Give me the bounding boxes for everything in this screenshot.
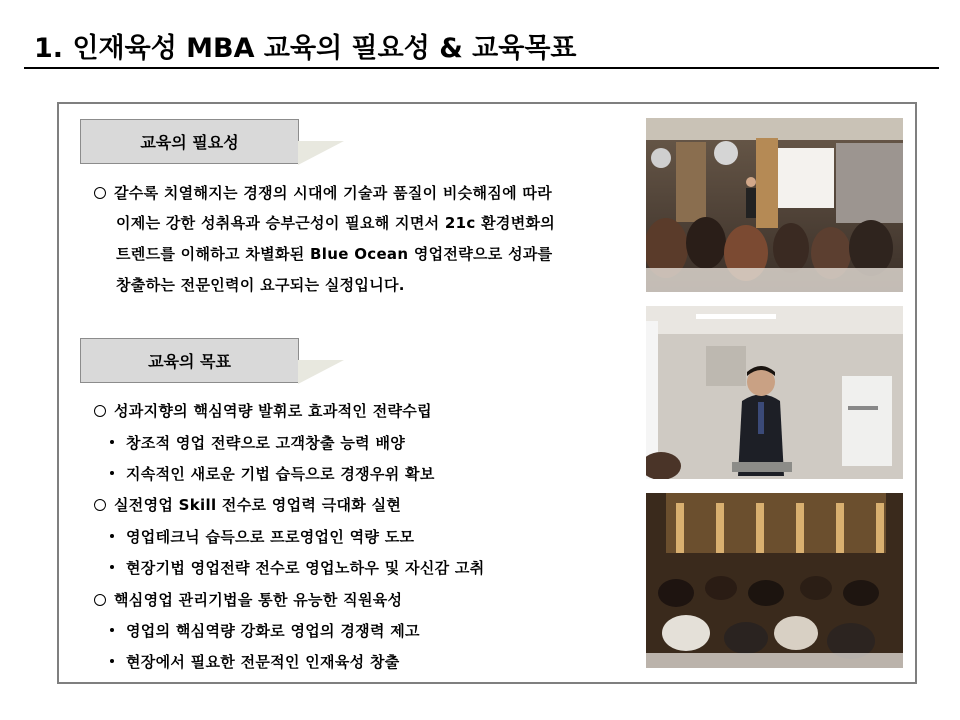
goal-item: 핵심영업 관리기법을 통한 유능한 직원육성 <box>94 589 402 610</box>
goal-subitem: 현장기법 영업전략 전수로 영업노하우 및 자신감 고취 <box>110 557 485 578</box>
circle-bullet-icon <box>94 187 106 199</box>
goal-subitem: 지속적인 새로운 기법 습득으로 경쟁우위 확보 <box>110 463 435 484</box>
dot-bullet-icon <box>110 440 114 444</box>
necessity-line-1: 갈수록 치열해지는 경쟁의 시대에 기술과 품질이 비슷해짐에 따라 <box>94 182 552 203</box>
seminar-room-photo <box>646 118 903 292</box>
goal-item: 실전영업 Skill 전수로 영업력 극대화 실현 <box>94 494 401 515</box>
dot-bullet-icon <box>110 534 114 538</box>
goal-subitem: 현장에서 필요한 전문적인 인재육성 창출 <box>110 651 400 672</box>
goals-heading-box <box>80 338 299 383</box>
necessity-line-3: 트렌드를 이해하고 차별화된 Blue Ocean 영업전략으로 성과를 <box>116 245 553 263</box>
necessity-heading: 교육의 필요성 <box>140 133 239 152</box>
dot-bullet-icon <box>110 471 114 475</box>
speaker-photo <box>646 306 903 479</box>
necessity-heading-box <box>80 119 299 164</box>
dot-bullet-icon <box>110 628 114 632</box>
circle-bullet-icon <box>94 499 106 511</box>
goal-subitem: 창조적 영업 전략으로 고객창출 능력 배양 <box>110 432 405 453</box>
necessity-line-2: 이제는 강한 성취욕과 승부근성이 필요해 지면서 21c 환경변화의 <box>116 214 556 232</box>
circle-bullet-icon <box>94 405 106 417</box>
circle-bullet-icon <box>94 594 106 606</box>
title-underline <box>24 67 939 69</box>
audience-photo <box>646 493 903 668</box>
dot-bullet-icon <box>110 659 114 663</box>
dot-bullet-icon <box>110 565 114 569</box>
necessity-line-4: 창출하는 전문인력이 요구되는 실정입니다. <box>116 276 405 294</box>
goals-heading: 교육의 목표 <box>148 352 231 371</box>
page-title: 1. 인재육성 MBA 교육의 필요성 & 교육목표 <box>34 33 577 64</box>
goal-subitem: 영업의 핵심역량 강화로 영업의 경쟁력 제고 <box>110 620 420 641</box>
necessity-heading-tail <box>298 141 344 165</box>
goal-subitem: 영업테크닉 습득으로 프로영업인 역량 도모 <box>110 526 414 547</box>
goal-item: 성과지향의 핵심역량 발휘로 효과적인 전략수립 <box>94 400 432 421</box>
goals-heading-tail <box>298 360 344 384</box>
